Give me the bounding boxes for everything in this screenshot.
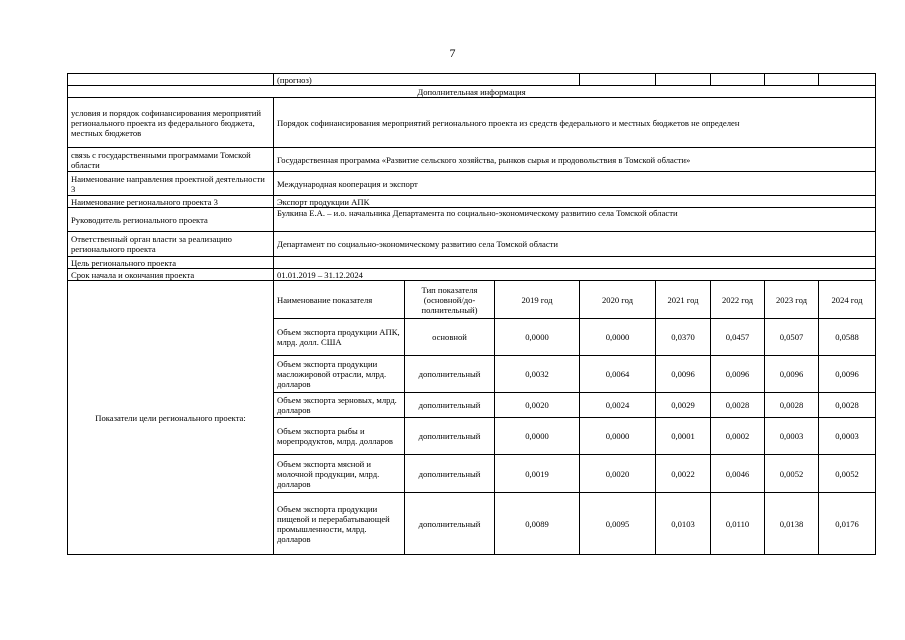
indicator-type: основной	[405, 319, 495, 356]
indicator-value: 0,0032	[495, 356, 580, 393]
indicator-type: дополнительный	[405, 356, 495, 393]
info-value: Департамент по социально-экономическому развитию села Томской области	[274, 232, 876, 257]
info-label: Наименование направления проектной деятельности 3	[68, 172, 274, 196]
indicator-value: 0,0029	[656, 393, 711, 418]
indicator-value: 0,0110	[711, 493, 765, 555]
header-year-2020: 2020 год	[580, 281, 656, 319]
info-value: 01.01.2019 – 31.12.2024	[274, 269, 876, 281]
indicators-row-label: Показатели цели регионального проекта:	[68, 281, 274, 555]
header-indicator-type: Тип показателя (основной/до-полнительный)	[405, 281, 495, 319]
indicator-type: дополнительный	[405, 455, 495, 493]
info-label: Ответственный орган власти за реализацию регионального проекта	[68, 232, 274, 257]
info-value: Экспорт продукции АПК	[274, 196, 876, 208]
indicator-value: 0,0457	[711, 319, 765, 356]
header-indicator-name: Наименование показателя	[274, 281, 405, 319]
info-value: Булкина Е.А. – и.о. начальника Департамента по социально-экономическому развитию села Томской области	[274, 208, 876, 232]
info-row	[68, 98, 876, 148]
header-year-2021: 2021 год	[656, 281, 711, 319]
indicator-value: 0,0000	[495, 319, 580, 356]
indicator-type: дополнительный	[405, 393, 495, 418]
indicator-name: Объем экспорта мясной и молочной продукции, млрд. долларов	[274, 455, 405, 493]
indicator-value: 0,0019	[495, 455, 580, 493]
info-value: Порядок софинансирования мероприятий регионального проекта из средств федерального и местных бюджетов не определен	[274, 98, 876, 148]
info-row	[68, 208, 876, 232]
indicator-name: Объем экспорта зерновых, млрд. долларов	[274, 393, 405, 418]
section-header-row	[68, 86, 876, 98]
indicator-value: 0,0002	[711, 418, 765, 455]
header-year-2023: 2023 год	[765, 281, 819, 319]
info-label: Наименование регионального проекта 3	[68, 196, 274, 208]
indicator-value: 0,0095	[580, 493, 656, 555]
indicator-value: 0,0370	[656, 319, 711, 356]
indicator-name: Объем экспорта продукции пищевой и перерабатывающей промышленности, млрд. долларов	[274, 493, 405, 555]
indicator-value: 0,0020	[495, 393, 580, 418]
indicator-value: 0,0089	[495, 493, 580, 555]
info-row	[68, 172, 876, 196]
indicator-value: 0,0096	[711, 356, 765, 393]
indicator-value: 0,0096	[765, 356, 819, 393]
indicator-value: 0,0003	[819, 418, 876, 455]
info-value: Международная кооперация и экспорт	[274, 172, 876, 196]
section-header: Дополнительная информация	[68, 86, 876, 98]
indicator-value: 0,0003	[765, 418, 819, 455]
indicator-value: 0,0028	[765, 393, 819, 418]
indicator-value: 0,0588	[819, 319, 876, 356]
page-number: 7	[449, 46, 456, 60]
indicator-value: 0,0096	[656, 356, 711, 393]
indicator-value: 0,0022	[656, 455, 711, 493]
info-value	[274, 257, 876, 269]
indicator-value: 0,0052	[765, 455, 819, 493]
info-row	[68, 269, 876, 281]
info-value: Государственная программа «Развитие сельского хозяйства, рынков сырья и продовольствия в Томской области»	[274, 148, 876, 172]
info-row	[68, 232, 876, 257]
indicator-value: 0,0001	[656, 418, 711, 455]
indicator-value: 0,0507	[765, 319, 819, 356]
header-year-2019: 2019 год	[495, 281, 580, 319]
header-year-2024: 2024 год	[819, 281, 876, 319]
indicator-value: 0,0028	[819, 393, 876, 418]
indicator-type: дополнительный	[405, 493, 495, 555]
indicator-value: 0,0000	[580, 319, 656, 356]
project-table	[67, 73, 876, 555]
info-row	[68, 257, 876, 269]
prognoz-row	[68, 74, 876, 86]
indicator-value: 0,0096	[819, 356, 876, 393]
indicator-name: Объем экспорта продукции масложировой отрасли, млрд. долларов	[274, 356, 405, 393]
indicator-header-row	[68, 281, 876, 319]
info-label: Срок начала и окончания проекта	[68, 269, 274, 281]
info-label: условия и порядок софинансирования мероприятий регионального проекта из федерального бюджета, местных бюджетов	[68, 98, 274, 148]
info-row	[68, 196, 876, 208]
header-year-2022: 2022 год	[711, 281, 765, 319]
indicator-value: 0,0103	[656, 493, 711, 555]
indicator-value: 0,0020	[580, 455, 656, 493]
indicator-value: 0,0024	[580, 393, 656, 418]
indicator-type: дополнительный	[405, 418, 495, 455]
indicator-value: 0,0176	[819, 493, 876, 555]
indicator-value: 0,0028	[711, 393, 765, 418]
info-label: Цель регионального проекта	[68, 257, 274, 269]
info-label: связь с государственными программами Томской области	[68, 148, 274, 172]
indicator-name: Объем экспорта продукции АПК, млрд. долл. США	[274, 319, 405, 356]
indicator-value: 0,0000	[580, 418, 656, 455]
indicator-name: Объем экспорта рыбы и морепродуктов, млрд. долларов	[274, 418, 405, 455]
prognoz-label: (прогноз)	[274, 74, 580, 86]
indicator-value: 0,0052	[819, 455, 876, 493]
info-row	[68, 148, 876, 172]
indicator-value: 0,0046	[711, 455, 765, 493]
indicator-value: 0,0000	[495, 418, 580, 455]
indicator-value: 0,0064	[580, 356, 656, 393]
indicator-value: 0,0138	[765, 493, 819, 555]
info-label: Руководитель регионального проекта	[68, 208, 274, 232]
